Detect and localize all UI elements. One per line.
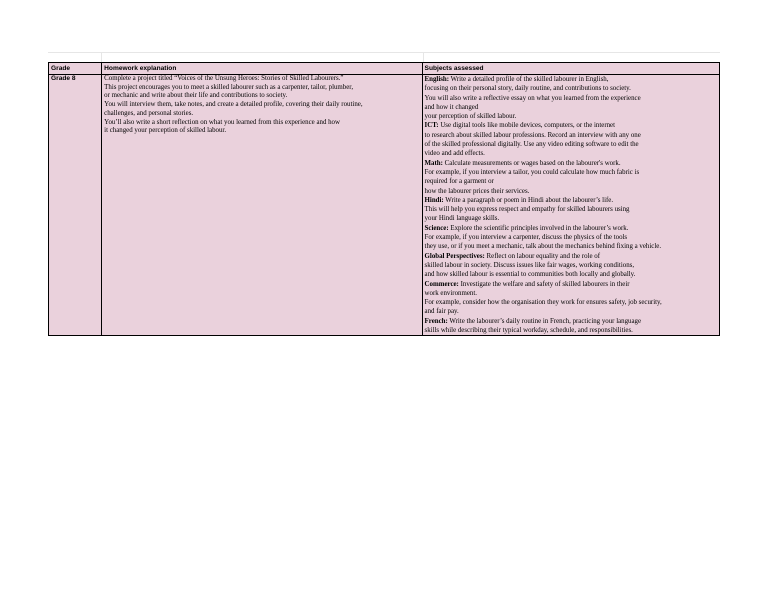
- subject-line: [425, 149, 717, 158]
- subject-line: [425, 233, 717, 242]
- explanation-line: or mechanic and write about their life and contributions to society.: [104, 92, 288, 100]
- subject-text: For example, consider how the organisation they work for ensures safety, job security,: [424, 299, 662, 307]
- subject-text: of the skilled professional digitally. Use any video editing software to edit the: [424, 141, 639, 149]
- subject-line: [425, 307, 717, 316]
- subject-line: [425, 280, 717, 289]
- subject-line: [425, 270, 717, 279]
- subject-text: Write a paragraph or poem in Hindi about the labourer’s life.: [443, 196, 614, 204]
- subject-text: Write the labourer’s daily routine in French, practicing your language: [447, 317, 642, 325]
- header-explanation: Homework explanation: [102, 63, 422, 75]
- header-row: [49, 63, 720, 75]
- homework-table: [48, 62, 720, 336]
- subject-text: For example, if you interview a carpenter, discuss the physics of the tools: [424, 234, 628, 242]
- grade-cell: Grade 8: [49, 75, 102, 336]
- subject-line: [425, 224, 717, 233]
- subject-text: required for a garment or: [424, 178, 494, 186]
- subject-text: Explore the scientific principles involved in the labourer’s work.: [448, 224, 629, 232]
- subject-text: they use, or if you meet a mechanic, talk about the mechanics behind fixing a vehicle.: [424, 243, 662, 251]
- header-subjects: Subjects assessed: [422, 63, 719, 75]
- subject-line: [425, 121, 717, 130]
- explanation-line: You’ll also write a short reflection on what you learned from this experience and how: [104, 118, 340, 126]
- subject-line: [425, 242, 717, 251]
- subject-line: [425, 205, 717, 214]
- subject-line: [425, 177, 717, 186]
- explanation-line: it changed your perception of skilled labour.: [104, 127, 227, 135]
- subject-line: [425, 94, 717, 103]
- subject-label: Science:: [424, 224, 449, 232]
- subject-line: [425, 252, 717, 261]
- subject-text: For example, if you interview a tailor, you could calculate how much fabric is: [424, 168, 640, 176]
- explanation-line: You will interview them, take notes, and create a detailed profile, covering their daily routine,: [104, 101, 363, 109]
- subject-text: skilled labour in society. Discuss issues like fair wages, working conditions,: [424, 261, 635, 269]
- subject-text: Investigate the welfare and safety of skilled labourers in their: [458, 280, 630, 288]
- subject-line: [425, 298, 717, 307]
- subject-line: [425, 131, 717, 140]
- subject-text: your Hindi language skills.: [424, 215, 500, 223]
- subject-label: Math:: [424, 159, 443, 167]
- subject-label: ICT:: [424, 122, 439, 130]
- subject-text: your perception of skilled labour.: [424, 113, 517, 121]
- header-grade: Grade: [49, 63, 102, 75]
- subject-text: focusing on their personal story, daily routine, and contributions to society.: [424, 85, 631, 93]
- subject-text: video and add effects.: [424, 150, 485, 158]
- subject-label: Commerce:: [424, 280, 459, 288]
- subject-text: Use digital tools like mobile devices, computers, or the internet: [438, 122, 616, 130]
- subject-label: English:: [424, 76, 450, 83]
- subject-label: French:: [424, 317, 448, 325]
- subject-text: and fair pay.: [424, 308, 459, 316]
- subject-text: You will also write a reflective essay on what you learned from the experience: [424, 94, 641, 102]
- subject-line: [425, 159, 717, 168]
- explanation-line: This project encourages you to meet a skilled labourer such as a carpenter, tailor, plumber,: [104, 83, 354, 91]
- subject-line: [425, 84, 717, 93]
- subject-label: Global Perspectives:: [424, 252, 485, 260]
- subject-line: [425, 214, 717, 223]
- subject-text: Write a detailed profile of the skilled labourer in English,: [449, 76, 609, 83]
- subject-line: [425, 317, 717, 326]
- subject-text: Calculate measurements or wages based on the labourer's work.: [442, 159, 621, 167]
- subject-line: [425, 103, 717, 112]
- explanation-line: challenges, and personal stories.: [104, 109, 194, 117]
- explanation-line: Complete a project titled “Voices of the Unsung Heroes: Stories of Skilled Labourers.”: [104, 75, 344, 82]
- subject-line: [425, 168, 717, 177]
- subject-line: [425, 326, 717, 335]
- subject-label: Hindi:: [424, 196, 444, 204]
- subject-text: and how it changed: [424, 103, 479, 111]
- subjects-cell: [422, 75, 719, 336]
- subject-line: [425, 196, 717, 205]
- subject-text: Reflect on labour equality and the role of: [484, 252, 601, 260]
- subject-text: work environment.: [424, 289, 477, 297]
- table-row: [49, 75, 720, 336]
- subject-text: and how skilled labour is essential to communities both locally and globally.: [424, 271, 636, 279]
- subject-text: how the labourer prices their services.: [424, 187, 530, 195]
- subject-line: [425, 140, 717, 149]
- subject-line: [425, 187, 717, 196]
- subject-line: [425, 289, 717, 298]
- subject-line: [425, 75, 717, 84]
- subject-line: [425, 112, 717, 121]
- subject-text: skills while describing their typical workday, schedule, and responsibilities.: [424, 327, 633, 335]
- subject-text: to research about skilled labour professions. Record an interview with any one: [424, 131, 641, 139]
- subject-text: This will help you express respect and empathy for skilled labourers using: [424, 206, 630, 214]
- subject-line: [425, 261, 717, 270]
- explanation-cell: [102, 75, 422, 336]
